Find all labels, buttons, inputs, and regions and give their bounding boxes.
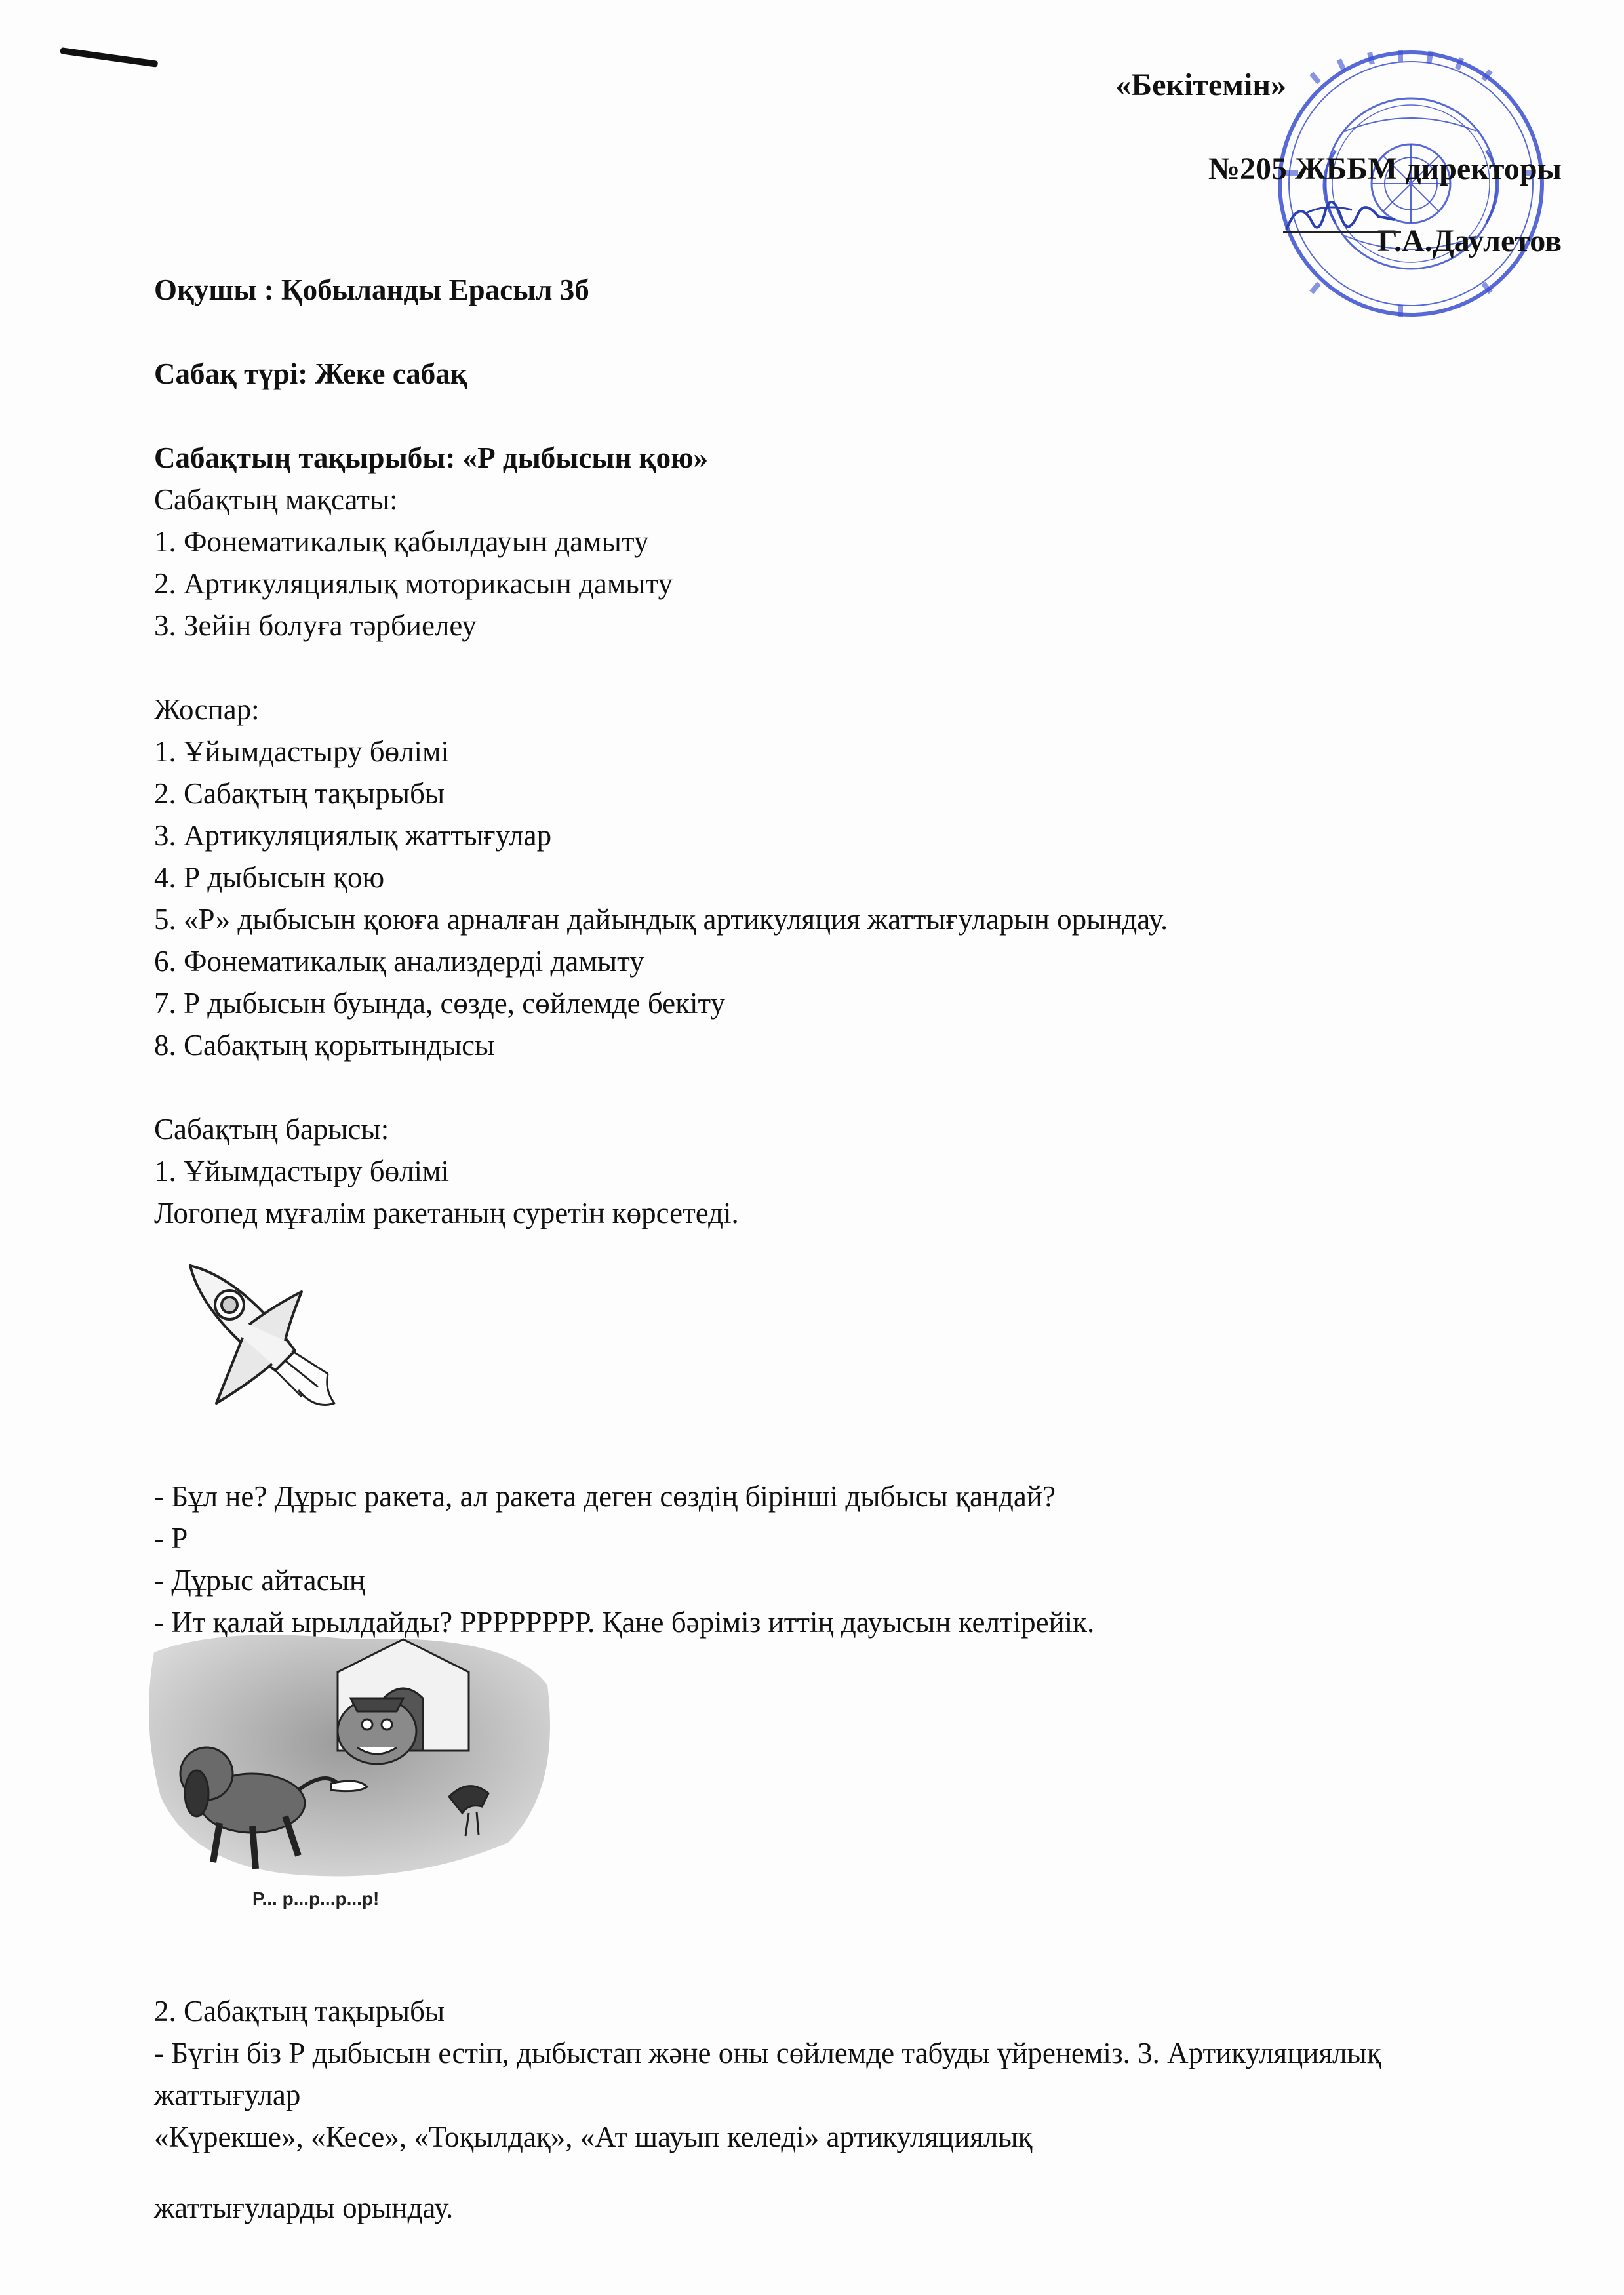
dialogue-line: - Бұл не? Дұрыс ракета, ал ракета деген сөздің бірінші дыбысы қандай? <box>154 1480 1056 1513</box>
section2-block <box>154 1990 1564 2229</box>
approval-title: «Бекітемін» <box>1115 68 1286 102</box>
section2-text: «Күрекше», «Кесе», «Тоқылдақ», «Ат шауып келеді» артикуляциялық <box>154 2121 1033 2153</box>
progress-section1: 1. Ұйымдастыру бөлімі <box>154 1155 450 1187</box>
plan-item: 5. «Р» дыбысын қоюға арналған дайындық артикуляция жаттығуларын орындау. <box>154 903 1168 936</box>
progress-intro: Логопед мұғалім ракетаның суретін көрсетеді. <box>154 1197 739 1229</box>
section2-text: жаттығуларды орындау. <box>154 2191 454 2224</box>
student-line: Оқушы : Қобыланды Ерасыл 3б <box>154 273 589 306</box>
scan-mark <box>60 47 158 68</box>
plan-item: 8. Сабақтың қорытындысы <box>154 1029 495 1062</box>
dog-illustration <box>141 1626 561 1934</box>
section2-text: - Бүгін біз Р дыбысын естіп, дыбыстап және оны сөйлемде табуды үйренеміз. 3. Артикуляциялық <box>154 2037 1381 2069</box>
plan-heading: Жоспар: <box>154 693 260 726</box>
signature-line <box>1283 231 1401 233</box>
topic-line: Сабақтың тақырыбы: «Р дыбысын қою» <box>154 441 708 474</box>
rocket-icon <box>170 1252 367 1423</box>
goal-item: 1. Фонематикалық қабылдауын дамыту <box>154 525 649 558</box>
progress-heading: Сабақтың барысы: <box>154 1113 389 1146</box>
goal-item: 3. Зейін болуға тәрбиелеу <box>154 609 477 642</box>
plan-item: 6. Фонематикалық анализдерді дамыту <box>154 945 644 978</box>
lesson-content <box>154 269 1544 1234</box>
goal-item: 2. Артикуляциялық моторикасын дамыту <box>154 567 673 600</box>
plan-item: 1. Ұйымдастыру бөлімі <box>154 735 450 768</box>
approval-name: Г.А.Даулетов <box>1377 224 1562 258</box>
dialogue-line: - Ит қалай ырылдайды? РРРРРРРР. Қане бәріміз иттің дауысын келтірейік. <box>154 1606 1095 1639</box>
dialogue-block <box>154 1475 1564 1643</box>
goals-heading: Сабақтың мақсаты: <box>154 483 398 516</box>
approval-position: №205 ЖББМ директоры <box>1208 151 1562 186</box>
lesson-type-line: Сабақ түрі: Жеке сабақ <box>154 357 467 390</box>
plan-item: 3. Артикуляциялық жаттығулар <box>154 819 552 852</box>
signature-icon <box>1280 184 1398 249</box>
dialogue-line: - Дұрыс айтасың <box>154 1564 365 1597</box>
section2-heading: 2. Сабақтың тақырыбы <box>154 1995 445 2027</box>
section2-text: жаттығулар <box>154 2079 301 2111</box>
dialogue-line: - Р <box>154 1522 188 1555</box>
plan-item: 2. Сабақтың тақырыбы <box>154 777 445 810</box>
plan-item: 4. Р дыбысын қою <box>154 861 385 894</box>
image-caption: Р... р...р...р...р! <box>252 1888 380 1909</box>
plan-item: 7. Р дыбысын буында, сөзде, сөйлемде бекіту <box>154 987 726 1020</box>
